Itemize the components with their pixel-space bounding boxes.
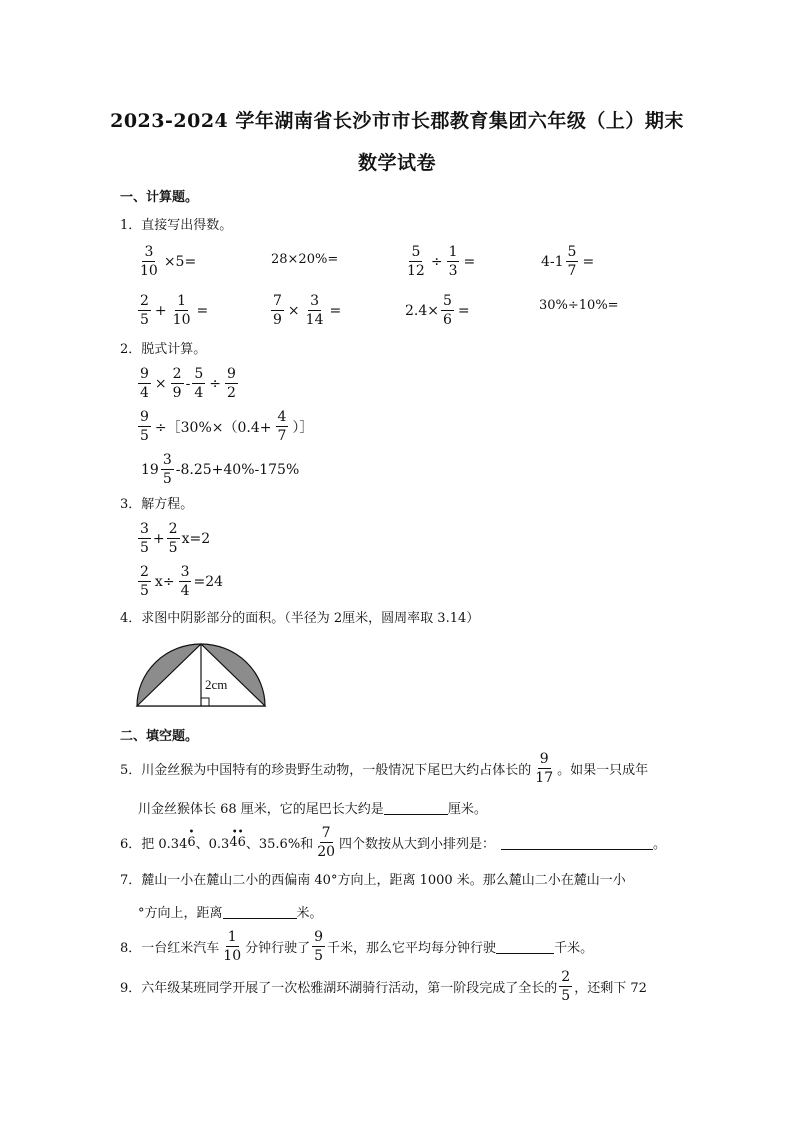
fraction: $\frac{1}{3}$ [448,244,458,279]
fraction: $\frac{5}{6}$ [443,293,452,328]
q1-item-a: $\frac{3}{10}$ ×5= [140,244,197,279]
question-7-line-2: °方向上，距离 米。 [138,906,323,921]
question-9: 9．六年级某班同学开展了一次松雅湖环湖骑行活动，第一阶段完成了全长的 $\frac{2}{5}$ ，还剩下 72 [120,969,647,1004]
repeat-dot: • [188,827,195,838]
question-5-line-1: 5．川金丝猴为中国特有的珍贵野生动物，一般情况下尾巴大约占体长的 $\frac{9}{17}$ 。如果一只成年 [120,751,649,786]
question-7-line-1: 7．麓山一小在麓山二小的西偏南 40°方向上，距离 1000 米。那么麓山二小在麓山一小 [120,873,626,888]
question-1-text: 1．直接写出得数。 [120,218,233,233]
q1-item-f: $\frac{7}{9}$ × $\frac{3}{14}$ = [273,293,342,328]
fraction: $\frac{3}{5}$ [162,452,172,487]
question-8: 8．一台红米汽车 $\frac{1}{10}$ 分钟行驶了 $\frac{9}{5}$ 千米，那么它平均每分钟行驶 千米。 [120,929,594,964]
q2-expression-1: $\frac{9}{4}$ × $\frac{2}{9}$ - $\frac{5}{4}$ ÷ $\frac{9}{2}$ [140,366,236,401]
fraction: $\frac{9}{17}$ [535,751,554,786]
fraction: $\frac{7}{9}$ [273,293,282,328]
question-2-text: 2．脱式计算。 [120,342,207,357]
fraction: $\frac{9}{2}$ [226,366,236,401]
fraction: $\frac{2}{5}$ [561,969,571,1004]
fraction: $\frac{2}{5}$ [168,521,178,556]
answer-blank[interactable] [496,939,554,954]
semicircle-figure [135,641,267,715]
radius-label: 2cm [205,677,228,692]
fraction: $\frac{2}{5}$ [140,293,149,328]
section-title-calc: 一、计算题。 [120,190,199,205]
q1-item-h: 30%÷10%= [539,298,619,313]
q1-item-d: 4-1 $\frac{5}{7}$ = [541,244,595,279]
q2-expression-2: $\frac{9}{5}$ ÷［30%×（0.4+ $\frac{4}{7}$ ）］ [140,409,314,444]
semicircle-diagram [135,641,267,711]
fraction: $\frac{1}{10}$ [223,929,242,964]
answer-blank[interactable] [223,904,297,919]
question-3-text: 3．解方程。 [120,497,194,512]
fraction: $\frac{7}{20}$ [317,825,336,860]
repeat-dots: •• [231,827,244,838]
fraction: $\frac{3}{4}$ [180,564,190,599]
fraction: $\frac{2}{5}$ [140,564,149,599]
fraction: $\frac{5}{7}$ [567,244,577,279]
q3-equation-1: $\frac{3}{5}$ + $\frac{2}{5}$ x=2 [140,521,211,556]
answer-blank[interactable] [501,835,653,850]
fraction: $\frac{1}{10}$ [172,293,191,328]
answer-blank[interactable] [384,800,448,815]
question-4-text: 4．求图中阴影部分的面积。（半径为 2厘米，圆周率取 3.14） [120,611,480,626]
fraction: $\frac{4}{7}$ [277,409,287,444]
q1-item-e: $\frac{2}{5}$ + $\frac{1}{10}$ = [140,293,209,328]
fraction: $\frac{3}{5}$ [140,521,149,556]
q2-expression-3: 19 $\frac{3}{5}$ -8.25+40%-175% [141,452,300,487]
question-6: 6．把 0.34 6 • 、0.3 46 •• 、35.6%和 $\frac{7}{20}$ 四个数按从大到小排列是： 。 [120,825,667,860]
q1-item-c: $\frac{5}{12}$ ÷ $\frac{1}{3}$ = [407,244,476,279]
fraction: $\frac{5}{12}$ [407,244,425,279]
q1-item-g: 2.4× $\frac{5}{6}$ = [405,293,470,328]
q1-item-b: 28×20%= [271,252,339,267]
fraction: $\frac{3}{14}$ [305,293,324,328]
section-title-fill: 二、填空题。 [120,729,199,744]
page-title-line2: 数学试卷 [357,152,436,174]
fraction: $\frac{9}{4}$ [140,366,149,401]
fraction: $\frac{3}{10}$ [140,244,158,279]
q3-equation-2: $\frac{2}{5}$ x÷ $\frac{3}{4}$ =24 [140,564,224,599]
fraction: $\frac{5}{4}$ [194,366,204,401]
question-5-line-2: 川金丝猴体长 68 厘米，它的尾巴长大约是 厘米。 [138,802,487,817]
fraction: $\frac{9}{5}$ [314,929,324,964]
page-title-line1: 2023-2024 学年湖南省长沙市市长郡教育集团六年级（上）期末 [110,110,684,132]
fraction: $\frac{2}{9}$ [172,366,182,401]
fraction: $\frac{9}{5}$ [140,409,149,444]
